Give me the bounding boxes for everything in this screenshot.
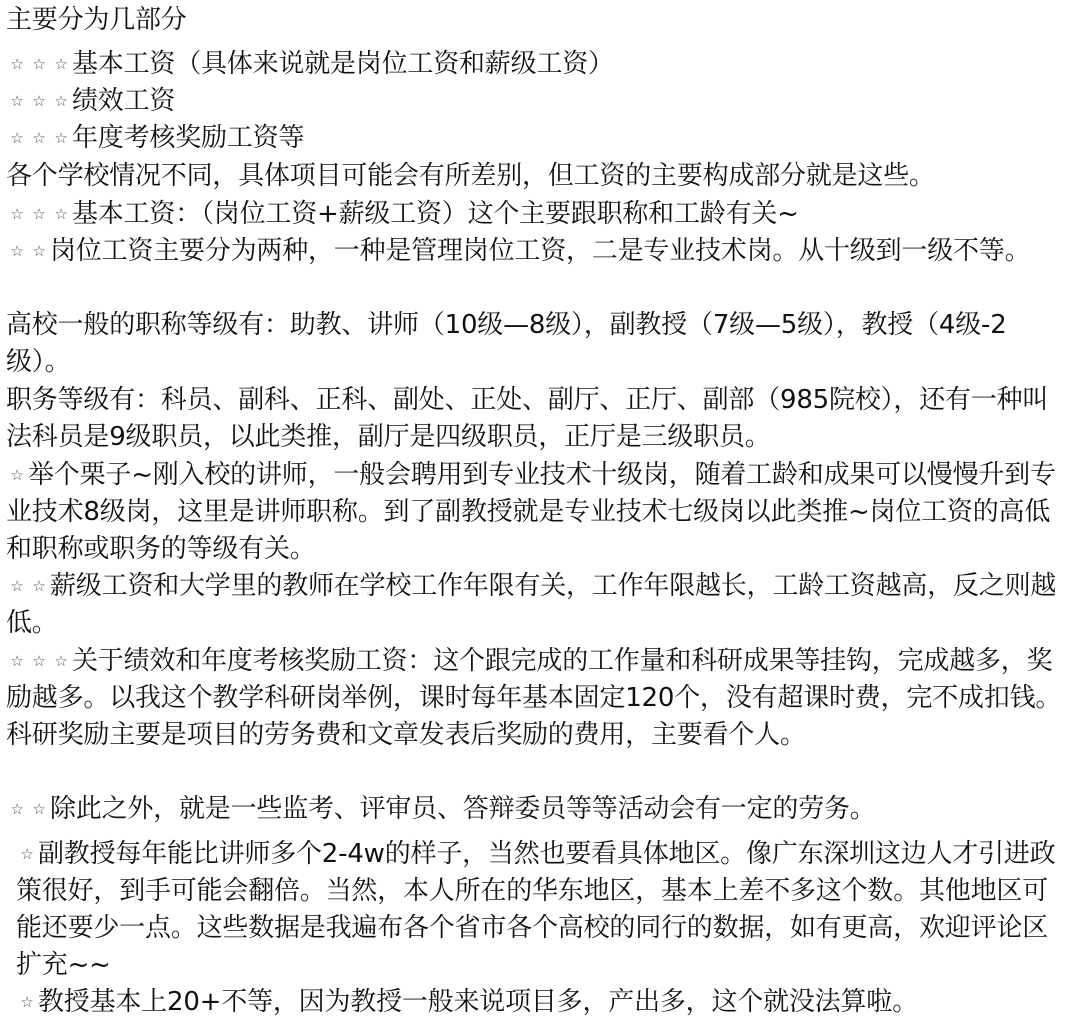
star-icon: ☆ xyxy=(32,800,46,818)
paragraph-grade-salary xyxy=(6,568,1068,642)
star-icon: ☆ xyxy=(32,242,46,260)
star-icon: ☆ xyxy=(54,205,68,223)
star-icon: ☆ xyxy=(54,129,68,147)
star-rating-icons xyxy=(6,571,50,601)
star-rating-icons xyxy=(6,123,72,153)
paragraph-professor xyxy=(16,984,1068,1021)
star-rating-icons xyxy=(6,199,72,229)
paragraph-position-salary xyxy=(6,233,1068,270)
paragraph-title-levels xyxy=(6,307,1068,381)
star-icon: ☆ xyxy=(32,55,46,73)
paragraph-performance-bonus xyxy=(6,643,1068,754)
block-text: 举个栗子~刚入校的讲师，一般会聘用到专业技术十级岗，随着工龄和成果可以慢慢升到专业技术8级岗，这里是讲师职称。到了副教授就是专业技术七级岗以此类推~岗位工资的高低和职称或职务的等级有关。 xyxy=(6,460,1056,564)
paragraph-duty-levels xyxy=(6,382,1068,456)
block-text: 教授基本上20+不等，因为教授一般来说项目多，产出多，这个就没法算啦。 xyxy=(38,987,918,1017)
paragraph-note xyxy=(6,158,1068,195)
star-icon: ☆ xyxy=(32,577,46,595)
salary-part-performance xyxy=(6,83,1068,120)
star-icon: ☆ xyxy=(10,129,24,147)
star-rating-icons xyxy=(6,646,72,676)
block-text: 基本工资：（岗位工资+薪级工资）这个主要跟职称和工龄有关~ xyxy=(72,199,799,229)
star-icon: ☆ xyxy=(10,55,24,73)
block-text: 职务等级有：科员、副科、正科、副处、正处、副厅、正厅、副部（985院校），还有一种叫法科员是9级职员，以此类推，副厅是四级职员，正厅是三级职员。 xyxy=(6,385,1049,452)
paragraph-associate-professor xyxy=(16,836,1068,984)
star-icon: ☆ xyxy=(10,205,24,223)
block-text: 关于绩效和年度考核奖励工资：这个跟完成的工作量和科研成果等挂钩，完成越多，奖励越多。以我这个教学科研岗举例，课时每年基本固定120个，没有超课时费，完不成扣钱。科研奖励主要是项目的劳务费和文章发表后奖励的费用，主要看个人。 xyxy=(6,646,1062,750)
star-rating-icons xyxy=(6,86,72,116)
block-text: 高校一般的职称等级有：助教、讲师（10级—8级），副教授（7级—5级），教授（4级-2级）。 xyxy=(6,310,1007,377)
block-text: 薪级工资和大学里的教师在学校工作年限有关，工作年限越长，工龄工资越高，反之则越低。 xyxy=(6,571,1057,638)
star-icon: ☆ xyxy=(10,242,24,260)
star-icon: ☆ xyxy=(10,800,24,818)
star-rating-icons xyxy=(6,460,28,490)
star-icon: ☆ xyxy=(10,466,24,484)
star-rating-icons xyxy=(16,987,38,1017)
paragraph-other-services xyxy=(6,791,1068,828)
star-icon: ☆ xyxy=(32,205,46,223)
star-rating-icons xyxy=(6,49,72,79)
block-text: 各个学校情况不同，具体项目可能会有所差别，但工资的主要构成部分就是这些。 xyxy=(6,161,935,191)
star-icon: ☆ xyxy=(32,129,46,147)
star-icon: ☆ xyxy=(32,92,46,110)
block-text: 除此之外，就是一些监考、评审员、答辩委员等等活动会有一定的劳务。 xyxy=(50,794,876,824)
salary-part-annual-bonus xyxy=(6,120,1068,157)
star-rating-icons xyxy=(16,839,38,869)
star-icon: ☆ xyxy=(32,652,46,670)
block-text: 副教授每年能比讲师多个2-4w的样子，当然也要看具体地区。像广东深圳这边人才引进政策很好，到手可能会翻倍。当然，本人所在的华东地区，基本上差不多这个数。其他地区可能还要少一点。这些数据是我遍布各个省市各个高校的同行的数据，如有更高，欢迎评论区扩充~~ xyxy=(16,839,1056,980)
block-text: 主要分为几部分 xyxy=(6,5,187,35)
star-icon: ☆ xyxy=(20,993,34,1011)
star-icon: ☆ xyxy=(20,845,34,863)
salary-part-basic xyxy=(6,46,1068,83)
block-text: 绩效工资 xyxy=(72,86,176,116)
block-text: 岗位工资主要分为两种，一种是管理岗位工资，二是专业技术岗。从十级到一级不等。 xyxy=(50,236,1031,266)
star-icon: ☆ xyxy=(10,577,24,595)
star-icon: ☆ xyxy=(54,55,68,73)
star-icon: ☆ xyxy=(10,652,24,670)
star-icon: ☆ xyxy=(10,92,24,110)
star-icon: ☆ xyxy=(54,652,68,670)
star-icon: ☆ xyxy=(54,92,68,110)
star-rating-icons xyxy=(6,236,50,266)
paragraph-example xyxy=(6,457,1068,568)
block-text: 基本工资（具体来说就是岗位工资和薪级工资） xyxy=(72,49,614,79)
paragraph-basic-salary xyxy=(6,196,1068,233)
block-text: 年度考核奖励工资等 xyxy=(72,123,305,153)
star-rating-icons xyxy=(6,794,50,824)
section-heading xyxy=(6,2,1068,39)
